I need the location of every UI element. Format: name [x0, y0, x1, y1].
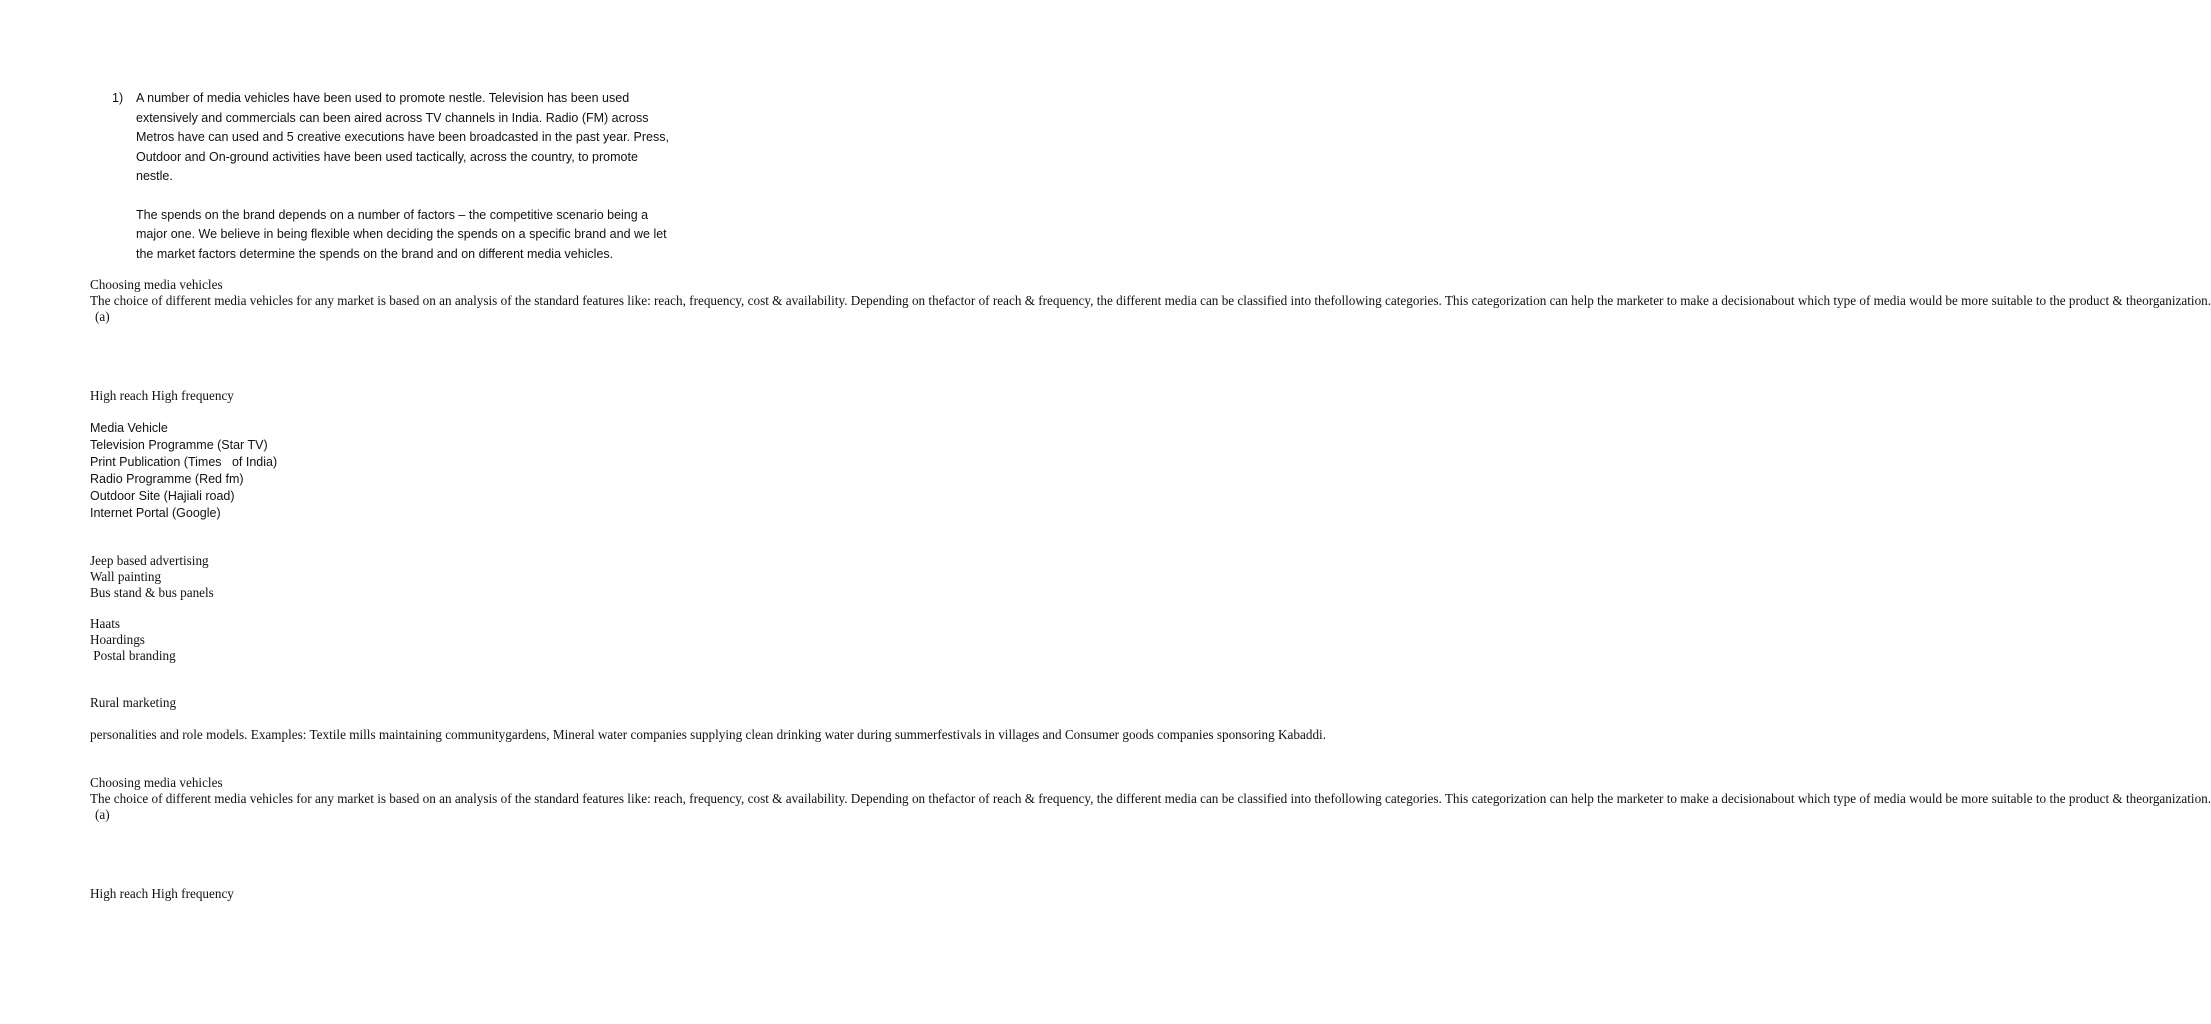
list-item: Postal branding — [90, 648, 176, 663]
media-list-header: Media Vehicle — [90, 421, 168, 435]
rural-media-list-2 — [90, 616, 690, 664]
section-label: (a) — [95, 309, 110, 324]
list-item: Wall painting — [90, 569, 162, 584]
list-item: Radio Programme (Red fm) — [90, 472, 244, 486]
paragraph-media-vehicles: A number of media vehicles have been used to promote nestle. Television has been used extensively and commercials can been aired across TV channels in India. Radio (FM) across Metros have can used and 5 creative executions have been broadcasted in the past year. Press, Outdoor and On-ground activities have been used tactically, across the country, to promote nestle. — [136, 91, 669, 183]
rural-marketing-text: personalities and role models. Examples: Textile mills maintaining communitygardens, Mineral water companies supplying clean drinking water during summerfestivals in villages and Consumer goods companies sponsoring Kabaddi. — [90, 727, 1327, 742]
paragraph-spends: The spends on the brand depends on a number of factors – the competitive scenario being a major one. We believe in being flexible when deciding the spends on a specific brand and we let the market factors determine the spends on the brand and on different media vehicles. — [136, 207, 667, 261]
section-text: The choice of different media vehicles for any market is based on an analysis of the standard features like: reach, frequency, cost & availability. Depending on thefactor of reach & frequency, the different media can be classified into thefollowing categories. This categorization can help the marketer to make a decisionabout which type of media would be more suitable to the product & theorganization. — [90, 293, 2211, 308]
list-item: Outdoor Site (Hajiali road) — [90, 489, 235, 503]
subheading-high-reach-1: High reach High frequency — [90, 388, 234, 403]
rural-media-list-1 — [90, 553, 690, 601]
list-item: Print Publication (Times of India) — [90, 455, 278, 469]
media-vehicle-list — [90, 420, 690, 522]
section-choosing-media-1 — [90, 277, 2211, 325]
list-item: Television Programme (Star TV) — [90, 438, 268, 452]
list-item: Haats — [90, 616, 121, 631]
section-text: The choice of different media vehicles for any market is based on an analysis of the standard features like: reach, frequency, cost & availability. Depending on thefactor of reach & frequency, the different media can be classified into thefollowing categories. This categorization can help the marketer to make a decisionabout which type of media would be more suitable to the product & theorganization. — [90, 791, 2211, 806]
list-item: Bus stand & bus panels — [90, 585, 214, 600]
list-item: Internet Portal (Google) — [90, 506, 221, 520]
list-item: Hoardings — [90, 632, 145, 647]
rural-marketing-heading: Rural marketing — [90, 695, 177, 710]
list-item: Jeep based advertising — [90, 553, 209, 568]
section-heading: Choosing media vehicles — [90, 277, 223, 292]
section-heading: Choosing media vehicles — [90, 775, 223, 790]
section-label: (a) — [95, 807, 110, 822]
numbered-item-body — [136, 89, 672, 264]
section-choosing-media-2 — [90, 775, 2211, 823]
list-marker: 1) — [112, 91, 124, 105]
subheading-high-reach-2: High reach High frequency — [90, 886, 234, 901]
